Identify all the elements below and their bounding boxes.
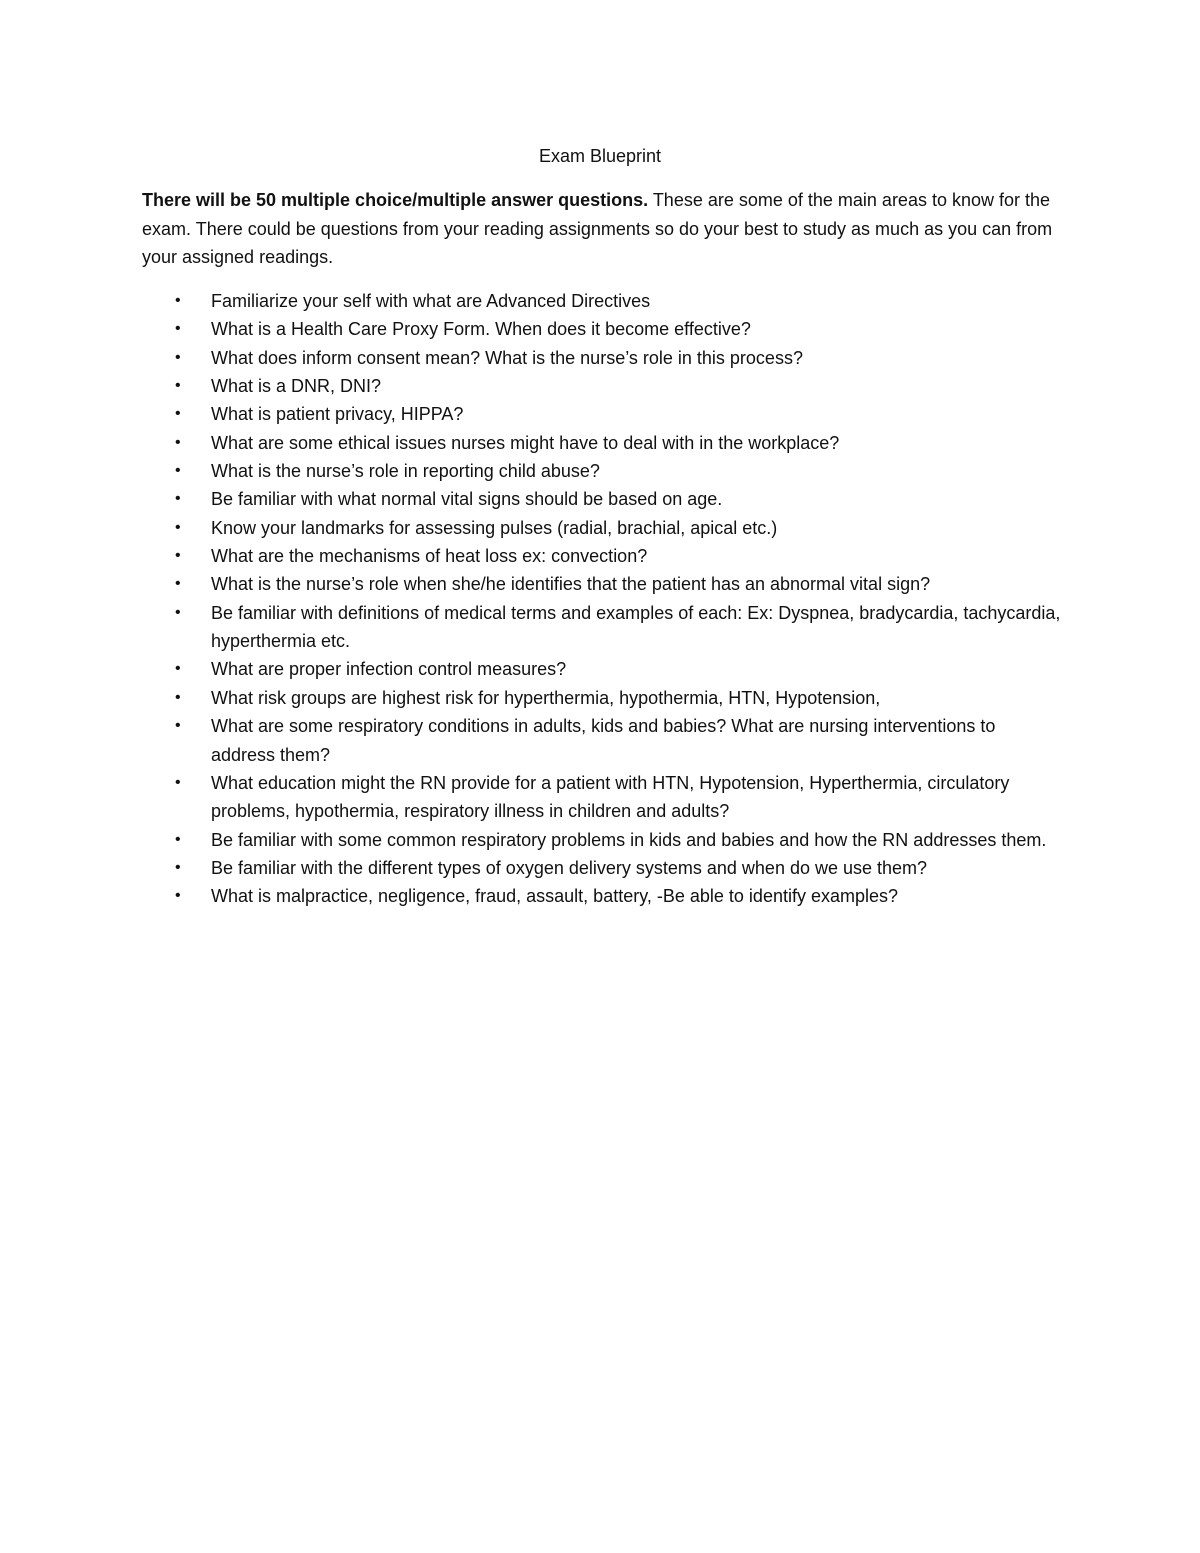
bullet-icon: • [175,830,181,848]
list-item [142,429,1062,457]
list-item-text: What are proper infection control measures? [211,659,567,680]
list-item-text: What does inform consent mean? What is the nurse’s role in this process? [211,347,803,368]
list-item [142,655,1062,683]
intro-bold-text: There will be 50 multiple choice/multiple answer questions. [142,190,649,210]
list-item [142,457,1062,485]
list-item [142,542,1062,570]
bullet-icon: • [175,660,181,678]
list-item-text: Be familiar with some common respiratory problems in kids and babies and how the RN addresses them. [211,829,1047,850]
list-item-text: What are the mechanisms of heat loss ex: convection? [211,546,648,567]
bullet-icon: • [175,377,181,395]
list-item-text: What education might the RN provide for a patient with HTN, Hypotension, Hyperthermia, circulatory problems, hypothermia, respiratory illness in children and adults? [211,772,1010,822]
list-item [142,372,1062,400]
bullet-icon: • [175,887,181,905]
list-item-text: What is malpractice, negligence, fraud, assault, battery, -Be able to identify examples? [211,886,899,907]
list-item-text: Know your landmarks for assessing pulses (radial, brachial, apical etc.) [211,517,778,538]
list-item-text: What is a DNR, DNI? [211,376,382,397]
list-item-text: What risk groups are highest risk for hyperthermia, hypothermia, HTN, Hypotension, [211,687,881,708]
list-item [142,344,1062,372]
list-item [142,854,1062,882]
bullet-icon: • [175,405,181,423]
list-item [142,514,1062,542]
bullet-icon: • [175,462,181,480]
list-item-text: What is the nurse’s role in reporting child abuse? [211,461,600,482]
bullet-icon: • [175,320,181,338]
bullet-icon: • [175,773,181,791]
bullet-icon: • [175,603,181,621]
list-item-text: Be familiar with what normal vital signs should be based on age. [211,489,723,510]
list-item [142,599,1062,656]
list-item-text: What is the nurse’s role when she/he identifies that the patient has an abnormal vital sign? [211,574,931,595]
list-item [142,287,1062,315]
bullet-icon: • [175,717,181,735]
list-item [142,315,1062,343]
bullet-icon: • [175,292,181,309]
bullet-icon: • [175,858,181,876]
bullet-icon: • [175,348,181,366]
topic-list [142,287,1062,911]
bullet-icon: • [175,575,181,593]
list-item [142,400,1062,428]
list-item-text: Be familiar with definitions of medical terms and examples of each: Ex: Dyspnea, bradycardia, tachycardia, hyperthermia etc. [211,602,1061,652]
bullet-icon: • [175,490,181,508]
list-item [142,684,1062,712]
list-item [142,712,1062,769]
list-item [142,769,1062,826]
list-item [142,826,1062,854]
list-item [142,570,1062,598]
bullet-icon: • [175,688,181,706]
page-title: Exam Blueprint [538,146,662,166]
list-item [142,485,1062,513]
bullet-icon: • [175,547,181,565]
bullet-icon: • [175,433,181,451]
bullet-icon: • [175,518,181,536]
list-item-text: What is patient privacy, HIPPA? [211,404,464,425]
list-item-text: Familiarize your self with what are Advanced Directives [211,291,651,311]
list-item-text: What is a Health Care Proxy Form. When does it become effective? [211,319,751,340]
list-item-text: Be familiar with the different types of oxygen delivery systems and when do we use them? [211,857,928,878]
list-item-text: What are some ethical issues nurses might have to deal with in the workplace? [211,432,840,453]
intro-text: These are some of the main areas to know for the exam. There could be questions from your reading assignments so do your best to study as much as you can from your assigned readings. [142,190,1053,267]
list-item [142,882,1062,910]
intro-paragraph [142,186,1062,272]
list-item-text: What are some respiratory conditions in adults, kids and babies? What are nursing interventions to address them? [211,716,996,765]
